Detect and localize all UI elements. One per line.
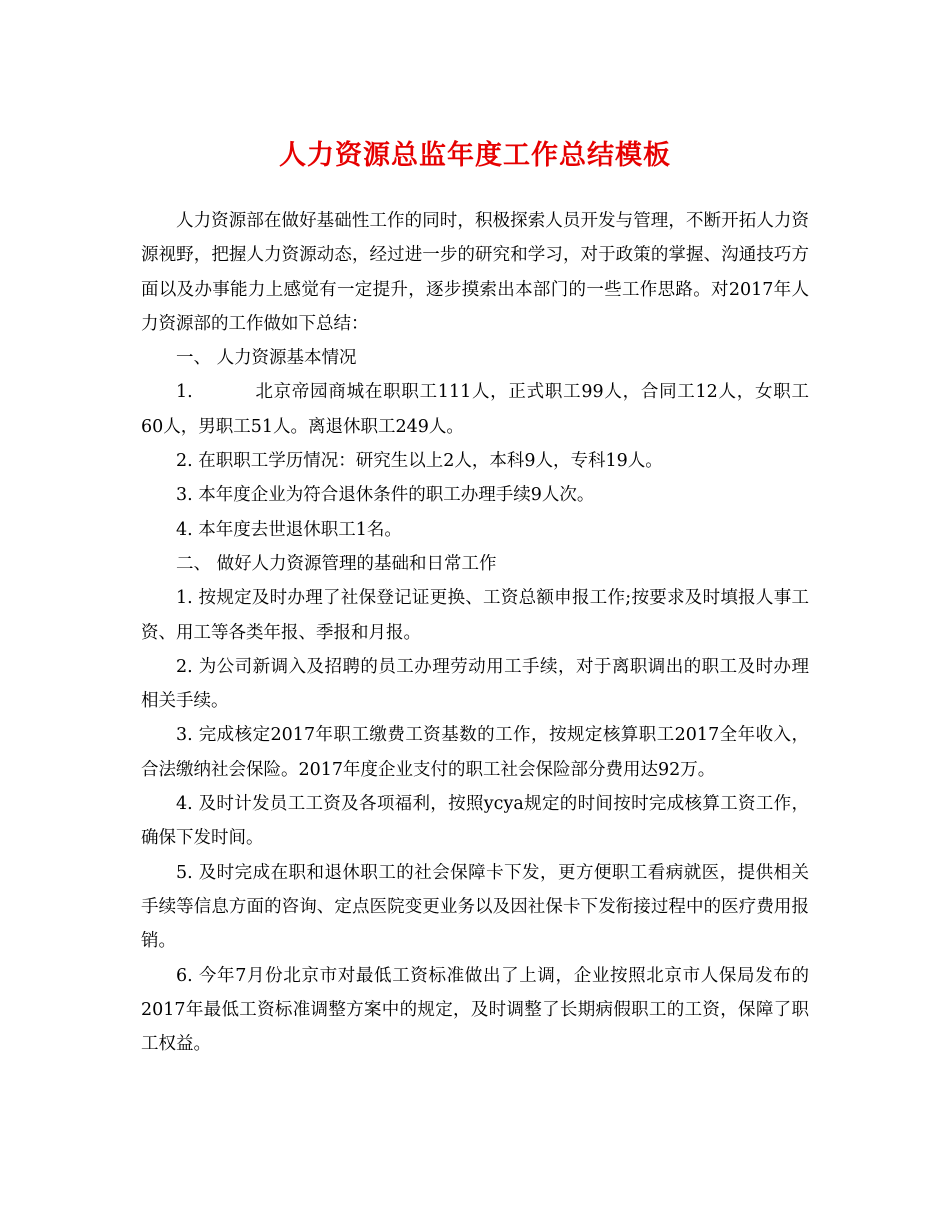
list-item-2-3: 3. 完成核定2017年职工缴费工资基数的工作，按规定核算职工2017全年收入，合法缴纳社会保险。2017年度企业支付的职工社会保险部分费用达92万。 (141, 725, 809, 780)
list-item-2-2: 2. 为公司新调入及招聘的员工办理劳动用工手续，对于离职调出的职工及时办理相关手续。 (141, 656, 809, 712)
list-item-2-6: 6. 今年7月份北京市对最低工资标准做出了上调，企业按照北京市人保局发布的2017年最低工资标准调整方案中的规定，及时调整了长期病假职工的工资，保障了职工权益。 (141, 965, 809, 1055)
section-heading-2: 二、 做好人力资源管理的基础和日常工作 (176, 553, 497, 574)
list-item-number: 1. (176, 382, 193, 403)
section-heading-1: 一、 人力资源基本情况 (176, 348, 357, 369)
list-item-1-2: 2. 在职职工学历情况：研究生以上2人，本科9人，专科19人。 (176, 451, 663, 472)
intro-paragraph: 人力资源部在做好基础性工作的同时，积极探索人员开发与管理，不断开拓人力资源视野，把握人力资源动态，经过进一步的研究和学习，对于政策的掌握、沟通技巧方面以及办事能力上感觉有一定提升，逐步摸索出本部门的一些工作思路。对2017年人力资源部的工作做如下总结： (141, 211, 809, 334)
list-item-text: 北京帝园商城在职职工111人，正式职工99人，合同工12人，女职工60人，男职工51人。离退休职工249人。 (141, 382, 809, 437)
list-item-2-5: 5. 及时完成在职和退休职工的社会保障卡下发，更方便职工看病就医，提供相关手续等信息方面的咨询、定点医院变更业务以及因社保卡下发衔接过程中的医疗费用报销。 (141, 862, 809, 952)
list-item-2-4: 4. 及时计发员工工资及各项福利，按照ycya规定的时间按时完成核算工资工作，确保下发时间。 (141, 794, 809, 849)
document-body (141, 204, 809, 1061)
list-item-1-3: 3. 本年度企业为符合退休条件的职工办理手续9人次。 (176, 485, 595, 506)
list-item-2-1: 1. 按规定及时办理了社保登记证更换、工资总额申报工作;按要求及时填报人事工资、用工等各类年报、季报和月报。 (141, 588, 809, 643)
list-item-1-1 (141, 375, 809, 444)
document-title: 人力资源总监年度工作总结模板 (279, 140, 671, 171)
list-item-1-4: 4. 本年度去世退休职工1名。 (176, 519, 402, 540)
